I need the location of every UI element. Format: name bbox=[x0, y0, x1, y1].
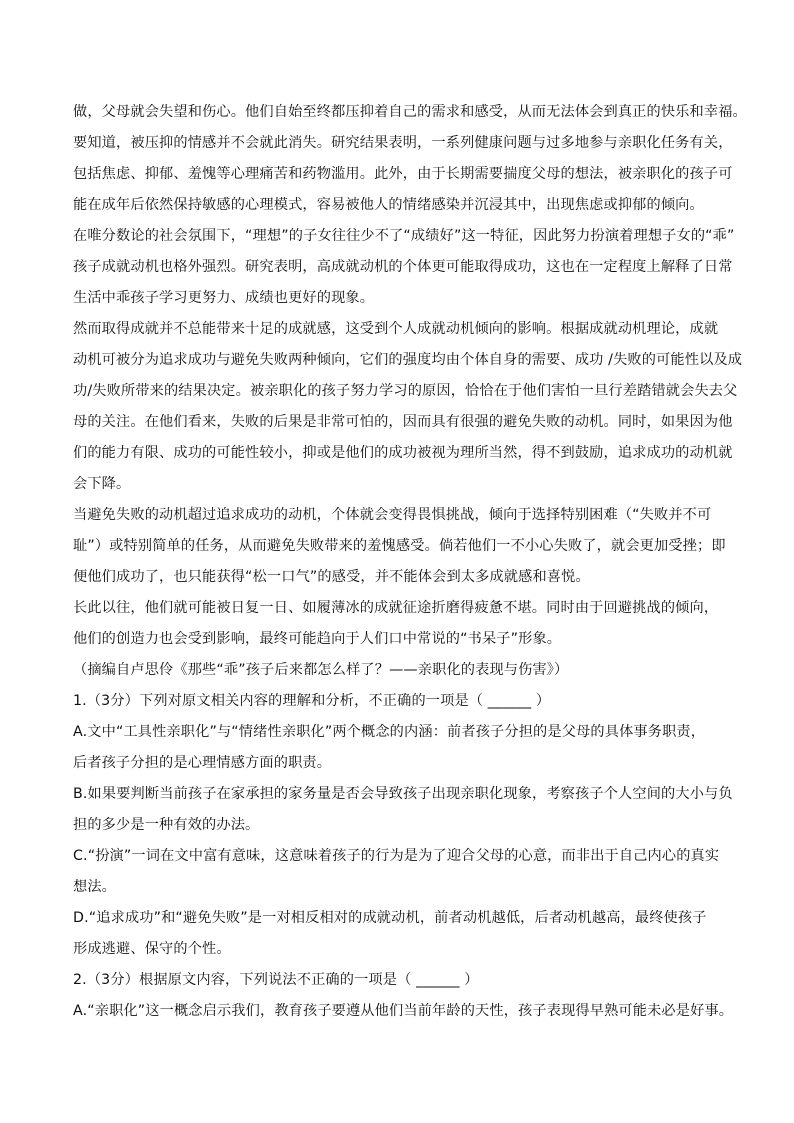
question-1-option-c-cont: 想法。 bbox=[73, 879, 117, 895]
question-2-option-a: A.“亲职化”这一概念启示我们，教育孩子要遵从他们当前年龄的天性，孩子表现得早熟可能未必是好事。 bbox=[73, 1003, 734, 1019]
text-line: 包括焦虑、抑郁、羞愧等心理痛苦和药物滥用。此外，由于长期需要揣度父母的想法，被亲职化的孩子可 bbox=[73, 166, 733, 182]
text-line: 们的能力有限、成功的可能性较小，抑或是他们的成功被视为理所当然，得不到鼓励，追求成功的动机就 bbox=[73, 445, 733, 461]
text-line: 当避免失败的动机超过追求成功的动机，个体就会变得畏惧挑战，倾向于选择特别困难（“失败并不可 bbox=[73, 507, 712, 523]
text-line: 动机可被分为追求成功与避免失败两种倾向，它们的强度均由个体自身的需要、成功 /失败的可能性以及成 bbox=[73, 352, 743, 368]
text-line: 能在成年后依然保持敏感的心理模式，容易被他人的情绪感染并沉浸其中，出现焦虑或抑郁的倾向。 bbox=[73, 197, 704, 213]
source-citation: （摘编自卢思伶《那些“乖”孩子后来都怎么样了？——亲职化的表现与伤害》） bbox=[73, 662, 569, 678]
text-line: 会下降。 bbox=[73, 476, 131, 492]
text-line: 便他们成功了，也只能获得“松一口气”的感受，并不能体会到太多成就感和喜悦。 bbox=[73, 569, 590, 585]
text-line: 孩子成就动机也格外强烈。研究表明，高成就动机的个体更可能取得成功，这也在一定程度上解释了日常 bbox=[73, 259, 733, 275]
text-line: 母的关注。在他们看来，失败的后果是非常可怕的，因而具有很强的避免失败的动机。同时，如果因为他 bbox=[73, 414, 733, 430]
question-1-option-c: C.“扮演”一词在文中富有意味，这意味着孩子的行为是为了迎合父母的心意，而非出于自己内心的真实 bbox=[73, 848, 720, 864]
question-1-option-a: A.文中“工具性亲职化”与“情绪性亲职化”两个概念的内涵：前者孩子分担的是父母的具体事务职责， bbox=[73, 724, 706, 740]
text-line: 在唯分数论的社会氛围下，“理想”的子女往往少不了“成绩好”这一特征，因此努力扮演着理想子女的“乖” bbox=[73, 228, 735, 244]
text-line: 然而取得成就并不总能带来十足的成就感，这受到个人成就动机倾向的影响。根据成就动机理论，成就 bbox=[73, 321, 719, 337]
question-1-option-b-cont: 担的多少是一种有效的办法。 bbox=[73, 817, 260, 833]
text-line: 要知道，被压抑的情感并不会就此消失。研究结果表明，一系列健康问题与过多地参与亲职化任务有关， bbox=[73, 135, 733, 151]
document-page bbox=[73, 102, 747, 1021]
text-line: 耻”）或特别简单的任务，从而避免失败带来的羞愧感受。倘若他们一不小心失败了，就会更加受挫；即 bbox=[73, 538, 726, 554]
text-line: 做，父母就会失望和伤心。他们自始至终都压抑着自己的需求和感受，从而无法体会到真正的快乐和幸福。 bbox=[73, 104, 747, 120]
question-1-option-a-cont: 后者孩子分担的是心理情感方面的职责。 bbox=[73, 755, 332, 771]
question-1-option-b: B.如果要判断当前孩子在家承担的家务量是否会导致孩子出现亲职化现象，考察孩子个人空间的大小与负 bbox=[73, 786, 733, 802]
question-1: 1.（3分）下列对原文相关内容的理解和分析，不正确的一项是（ ______ ） bbox=[73, 693, 551, 709]
text-line: 功/失败所带来的结果决定。被亲职化的孩子努力学习的原因，恰恰在于他们害怕一旦行差踏错就会失去父 bbox=[73, 383, 738, 399]
text-line: 长此以往，他们就可能被日复一日、如履薄冰的成就征途折磨得疲惫不堪。同时由于回避挑战的倾向， bbox=[73, 600, 719, 616]
text-line: 生活中乖孩子学习更努力、成绩也更好的现象。 bbox=[73, 290, 375, 306]
question-1-option-d: D.“追求成功”和“避免失败”是一对相反相对的成就动机，前者动机越低，后者动机越高，最终使孩子 bbox=[73, 910, 707, 926]
text-line: 他们的创造力也会受到影响，最终可能趋向于人们口中常说的“书呆子”形象。 bbox=[73, 631, 562, 647]
question-1-option-d-cont: 形成逃避、保守的个性。 bbox=[73, 941, 231, 957]
question-2: 2.（3分）根据原文内容，下列说法不正确的一项是（ ______ ） bbox=[73, 972, 479, 988]
